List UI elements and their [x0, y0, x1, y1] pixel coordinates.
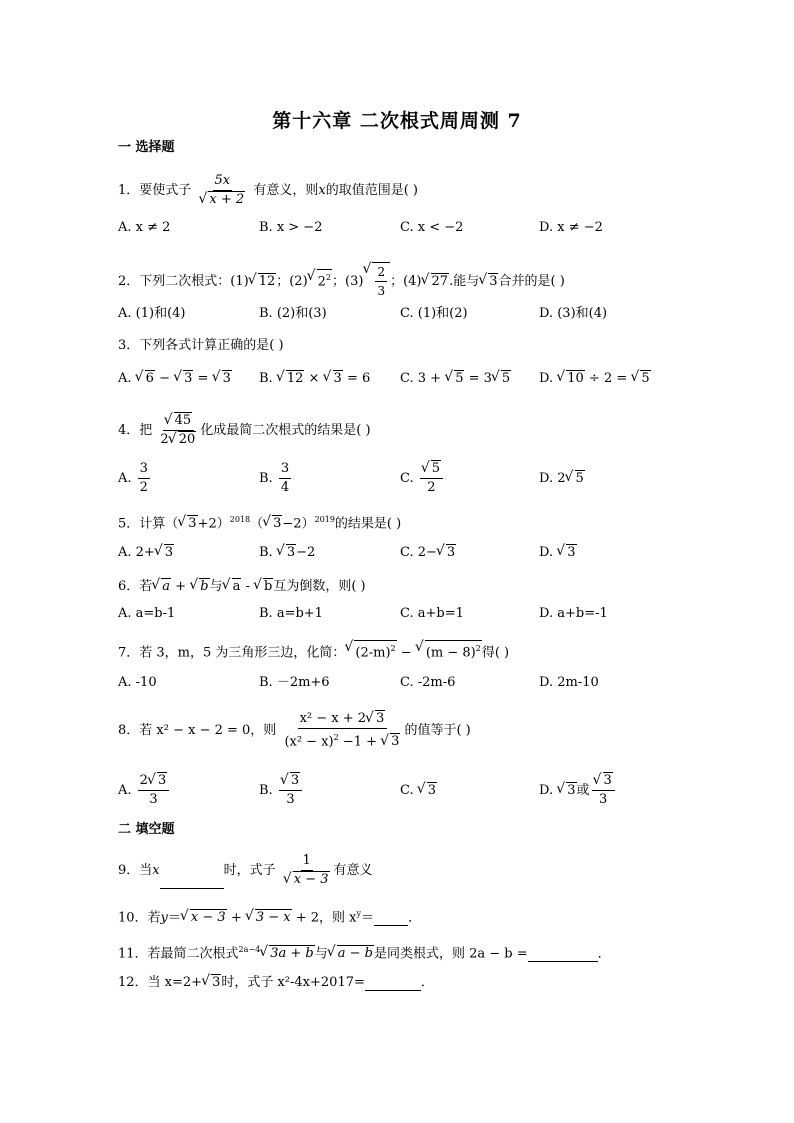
q5-a-radical	[156, 544, 174, 561]
q3-d-radical-2	[632, 370, 650, 387]
q7-stem: 7．若 3，m，5 为三角形三边，化简：	[118, 645, 346, 661]
q2-sep-1: ；(2)	[276, 274, 308, 289]
q9-var: x	[152, 863, 160, 878]
q5-radical-2	[264, 515, 282, 532]
q2-option-d: D. (3)和(4)	[539, 306, 608, 321]
q7-stem-b: 得( )	[481, 645, 510, 661]
q4-a-label: A.	[118, 471, 132, 486]
q4-option-b	[259, 460, 293, 497]
q10-radical-2	[247, 909, 292, 926]
q3-b-radicand-1: 12	[286, 371, 304, 386]
q3-option-a	[118, 370, 232, 387]
q8-c-radical	[419, 782, 437, 799]
q3-c-radical-1	[446, 370, 464, 387]
q8-a-coef: 2	[139, 773, 148, 788]
q6-option-c: C. a+b=1	[400, 606, 464, 621]
q3-d-label: D.	[539, 371, 554, 386]
q3-d-radical-1	[558, 370, 585, 387]
q8-b-label: B.	[259, 783, 273, 798]
q2-radicand-4: 27	[431, 274, 449, 289]
q8-b-den: 3	[286, 792, 295, 807]
q8-c-radicand: 3	[427, 783, 437, 798]
q5-radical-1	[179, 515, 197, 532]
q5-b-rest: −2	[296, 545, 316, 560]
q3-a-radical-2	[175, 370, 193, 387]
q3-c-radicand-2: 5	[501, 371, 511, 386]
q6-radical-a2	[224, 578, 242, 595]
q6-stem-c: 互为倒数，则( )	[273, 579, 366, 594]
q5-c-radicand: 3	[446, 545, 456, 560]
q6-minus: -	[241, 579, 254, 594]
q5-d-label: D.	[539, 545, 554, 560]
q5-part-3: −2）	[282, 516, 315, 532]
q4-a-num: 3	[138, 460, 150, 479]
q2-frac-num: √ 2	[375, 263, 387, 282]
q2-option-c: C. (1)和(2)	[400, 306, 468, 321]
q4-fraction	[158, 412, 198, 449]
q8-fraction	[282, 710, 402, 751]
q5-radicand-1: 3	[188, 516, 197, 532]
q9-fraction	[282, 852, 332, 889]
q7-option-a: A. -10	[118, 675, 157, 690]
q3-option-c	[400, 370, 511, 387]
q12-radicand: 3	[212, 975, 221, 990]
q2-stem: 2．下列二次根式：(1)	[118, 274, 249, 289]
q8-den-radical	[382, 733, 400, 751]
q5-c-radical	[438, 544, 456, 561]
q8-den-radicand: 3	[391, 734, 400, 750]
q5-radicand-2: 3	[273, 516, 282, 532]
q3-option-b	[259, 370, 370, 387]
q8-den-exp: 2	[333, 733, 339, 742]
q3-a-label: A.	[118, 371, 132, 386]
q4-option-a	[118, 460, 152, 497]
q2-stem-end: 合并的是( )	[498, 274, 565, 289]
q12-end: ．	[420, 975, 434, 990]
q4-stem-b: 化成最简二次根式的结果是( )	[200, 423, 371, 438]
q8-a-den: 3	[149, 792, 158, 807]
q8-stem-b: 的值等于( )	[404, 723, 471, 739]
q3-d-radicand-1: 10	[567, 371, 584, 386]
q5-exp-1: 2018	[229, 515, 251, 524]
q4-c-label: C.	[400, 471, 414, 486]
q12-stem: 12．当 x=2+	[118, 975, 203, 990]
q8-a-label: A.	[118, 783, 132, 798]
q2-radical-1	[250, 273, 277, 290]
q5-stem: 5．计算（	[118, 516, 179, 532]
q3-c-radicand-1: 5	[455, 371, 464, 386]
q11-end: ．	[597, 946, 611, 962]
q6-radicand-b2: b	[264, 579, 273, 594]
q4-c-den: 2	[427, 480, 436, 495]
q10-eq: ＝	[167, 910, 181, 926]
q10-radicand-2: 3 − x	[255, 910, 291, 926]
q2-option-a: A. (1)和(4)	[118, 306, 186, 321]
q5-b-radical	[278, 544, 296, 561]
q7-exp-2: 2	[475, 644, 481, 653]
q10-exp: y	[356, 909, 362, 918]
q8-a-radicand: 3	[157, 773, 167, 788]
q1-fraction	[197, 172, 247, 209]
q6-radicand-a: a	[162, 579, 171, 594]
q11-stem-c: 是同类根式，则 2a − b =	[373, 946, 528, 962]
q12-stem-b: 时，式子 x²-4x+2017=	[221, 975, 365, 990]
q11-stem: 11．若最简二次根式	[118, 946, 239, 962]
q2-sep-2: ；(3)	[332, 274, 364, 289]
question-11	[118, 942, 611, 962]
q3-b-radical-2	[325, 370, 343, 387]
q10-plus: +	[226, 910, 246, 926]
q8-option-d	[539, 772, 617, 809]
q10-y: y	[160, 910, 168, 926]
q9-stem-b: 时，式子	[223, 863, 276, 878]
q8-stem: 8．若 x² − x − 2 = 0，则	[118, 723, 277, 739]
q7-minus: −	[396, 645, 416, 661]
q7-radicand-2: (m − 8)	[425, 645, 476, 661]
q5-option-a	[118, 544, 174, 561]
q4-c-radical	[423, 460, 441, 478]
q6-radical-b	[191, 578, 209, 595]
q10-answer-blank[interactable]	[374, 925, 408, 926]
q5-part-1: +2）	[197, 516, 230, 532]
q6-radical-a	[153, 578, 171, 595]
q8-den-rest: −1 +	[338, 734, 382, 750]
q4-b-den: 4	[280, 480, 290, 495]
q11-stem-b: 与	[314, 946, 328, 962]
q8-d-label: D.	[539, 783, 554, 798]
q8-d-radicand: 3	[567, 783, 576, 798]
q10-radicand-1: x − 3	[190, 910, 226, 926]
question-3: 3．下列各式计算正确的是( )	[118, 338, 284, 353]
q3-b-radical-1	[278, 370, 305, 387]
q3-a-eq: =	[193, 371, 213, 386]
question-10	[118, 906, 421, 926]
q3-d-div: ÷ 2 =	[584, 371, 632, 386]
q5-c-label: C. 2−	[400, 545, 437, 560]
q10-rest: + 2，则 x	[291, 910, 357, 926]
q7-option-b: B. －2m+6	[259, 675, 330, 690]
question-4	[118, 412, 371, 449]
q11-answer-blank[interactable]	[528, 961, 598, 962]
question-7	[118, 640, 509, 661]
q9-stem-c: 有意义	[333, 863, 373, 878]
q8-option-b	[259, 772, 304, 809]
q5-option-c	[400, 544, 456, 561]
q3-a-radicand-1: 6	[145, 371, 154, 386]
question-9	[118, 852, 373, 889]
q5-part-2: （	[250, 516, 264, 532]
question-8	[118, 710, 471, 751]
q9-answer-blank[interactable]	[160, 888, 224, 889]
q2-exp-2: 2	[325, 272, 332, 282]
q4-c-radicand: 5	[431, 461, 441, 476]
question-12	[118, 974, 434, 991]
q5-b-radicand: 3	[286, 545, 296, 560]
q10-end: ．	[408, 910, 422, 926]
q9-radicand: x − 3	[293, 872, 329, 887]
q11-radicand-1: 3a + b	[270, 946, 314, 962]
q11-radicand-2: a − b	[337, 946, 373, 962]
q3-a-radicand-3: 3	[222, 371, 231, 386]
q4-d-label: D. 2	[539, 471, 566, 486]
q8-option-c	[400, 782, 437, 799]
q6-option-b: B. a=b+1	[259, 606, 323, 621]
q2-option-b: B. (2)和(3)	[259, 306, 327, 321]
q5-option-b	[259, 544, 315, 561]
q5-b-label: B.	[259, 545, 273, 560]
q9-radical	[285, 871, 330, 889]
q6-radicand-a2: a	[232, 579, 241, 594]
q4-den-radical	[170, 431, 197, 449]
q3-c-label: C. 3 +	[400, 371, 446, 386]
q3-a-radical-1	[137, 370, 155, 387]
q2-frac-den: 3	[377, 284, 386, 298]
q11-root-index: 2a−4	[238, 945, 261, 954]
q1-numerator: 5x	[213, 172, 233, 191]
q3-b-radicand-2: 3	[333, 371, 342, 386]
q12-radical	[203, 974, 221, 991]
q4-den-radicand: 20	[178, 432, 196, 447]
q1-radicand: x + 2	[209, 192, 245, 207]
q1-radical	[200, 191, 245, 209]
q1-option-c: C. x < −2	[400, 220, 464, 235]
q6-option-a: A. a=b-1	[118, 606, 176, 621]
q8-num-radicand: 3	[376, 711, 385, 726]
q4-b-num: 3	[279, 460, 291, 479]
section-fill: 二 填空题	[118, 822, 175, 837]
q3-d-radicand-2: 5	[641, 371, 650, 386]
q3-b-eq: = 6	[342, 371, 371, 386]
q2-radical-2	[309, 269, 332, 290]
q8-a-radical	[149, 772, 167, 790]
q7-option-c: C. -2m-6	[400, 675, 456, 690]
q2-radicand-1: 12	[258, 274, 276, 289]
q4-a-den: 2	[139, 480, 148, 495]
q5-a-label: A. 2+	[118, 545, 155, 560]
q8-b-radical	[282, 772, 300, 790]
question-1	[118, 172, 418, 209]
q2-radical-4	[423, 273, 450, 290]
q2-radical-3	[364, 262, 390, 300]
q11-radical-1	[261, 945, 315, 962]
q5-stem-b: 的结果是( )	[334, 516, 402, 532]
q3-c-eq: = 3	[464, 371, 492, 386]
q4-stem: 4．把	[118, 423, 153, 438]
q8-num-text: x² − x + 2	[299, 711, 367, 726]
q3-a-radical-3	[214, 370, 232, 387]
q4-den-coef: 2	[160, 432, 169, 447]
q3-a-minus: −	[154, 371, 175, 386]
q8-d-frac-radical	[595, 772, 613, 790]
q6-stem: 6．若	[118, 579, 153, 594]
q5-d-radical	[558, 544, 576, 561]
q4-d-radical	[567, 470, 585, 487]
q2-sep-4: .能与	[449, 274, 480, 289]
q3-a-radicand-2: 3	[184, 371, 193, 386]
q2-radicand-5: 3	[489, 274, 498, 289]
q9-num: 1	[301, 852, 313, 871]
q8-d-frac-radicand: 3	[603, 773, 612, 788]
q2-base-2: 2	[317, 274, 326, 289]
q3-option-d	[539, 370, 651, 387]
q1-stem-c: 的取值范围是( )	[325, 183, 418, 198]
q8-den-text: (x² − x)	[284, 734, 334, 750]
q4-num-radical	[166, 412, 193, 430]
q3-b-times: ×	[304, 371, 324, 386]
question-2	[118, 262, 565, 300]
q1-option-d: D. x ≠ −2	[539, 220, 603, 235]
q5-exp-2: 2019	[314, 515, 335, 524]
q4-d-radicand: 5	[575, 471, 584, 486]
q9-stem: 9．当	[118, 863, 153, 878]
q8-d-or: 或	[576, 783, 590, 798]
q1-option-b: B. x > −2	[259, 220, 323, 235]
q10-radical-1	[182, 909, 227, 926]
q2-radical-5	[480, 273, 498, 290]
q5-a-radicand: 3	[164, 545, 174, 560]
q12-answer-blank[interactable]	[365, 990, 421, 991]
q1-var: x	[318, 183, 326, 198]
q4-num-radicand: 45	[174, 413, 192, 428]
q7-option-d: D. 2m-10	[539, 675, 599, 690]
q4-option-d	[539, 470, 585, 487]
q8-d-radical	[558, 782, 576, 799]
q7-exp-1: 2	[390, 644, 396, 653]
q5-d-radicand: 3	[567, 545, 576, 560]
q7-radical-1	[346, 640, 396, 661]
q8-b-radicand: 3	[290, 773, 300, 788]
q5-option-d	[539, 544, 577, 561]
q10-eq2: ＝	[361, 910, 375, 926]
q6-stem-b: 与	[209, 579, 223, 594]
q6-plus: +	[171, 579, 191, 594]
q3-c-radical-2	[493, 370, 511, 387]
q8-c-label: C.	[400, 783, 414, 798]
section-choice: 一 选择题	[118, 140, 175, 155]
q2-radicand-2	[317, 269, 332, 289]
q6-radical-b2	[255, 578, 273, 595]
q4-option-c	[400, 460, 445, 497]
question-5	[118, 512, 401, 532]
q8-d-frac-den: 3	[599, 792, 608, 807]
q6-option-d: D. a+b=-1	[539, 606, 608, 621]
q3-b-label: B.	[259, 371, 273, 386]
q8-num-radical	[367, 710, 385, 728]
q1-stem: 1．要使式子	[118, 183, 192, 198]
q7-radical-2	[417, 640, 482, 661]
q1-option-a: A. x ≠ 2	[118, 220, 171, 235]
question-6	[118, 578, 366, 595]
q10-stem: 10．若	[118, 910, 161, 926]
q6-radicand-b: b	[200, 579, 209, 594]
q11-radical-2	[329, 945, 374, 962]
page-title: 第十六章 二次根式周周测 7	[272, 110, 522, 132]
q7-radicand-1: (2-m)	[355, 645, 391, 661]
q1-stem-b: 有意义，则	[253, 183, 319, 198]
q4-b-label: B.	[259, 471, 273, 486]
q8-option-a	[118, 772, 171, 809]
q2-sep-3: ；(4)	[390, 274, 422, 289]
